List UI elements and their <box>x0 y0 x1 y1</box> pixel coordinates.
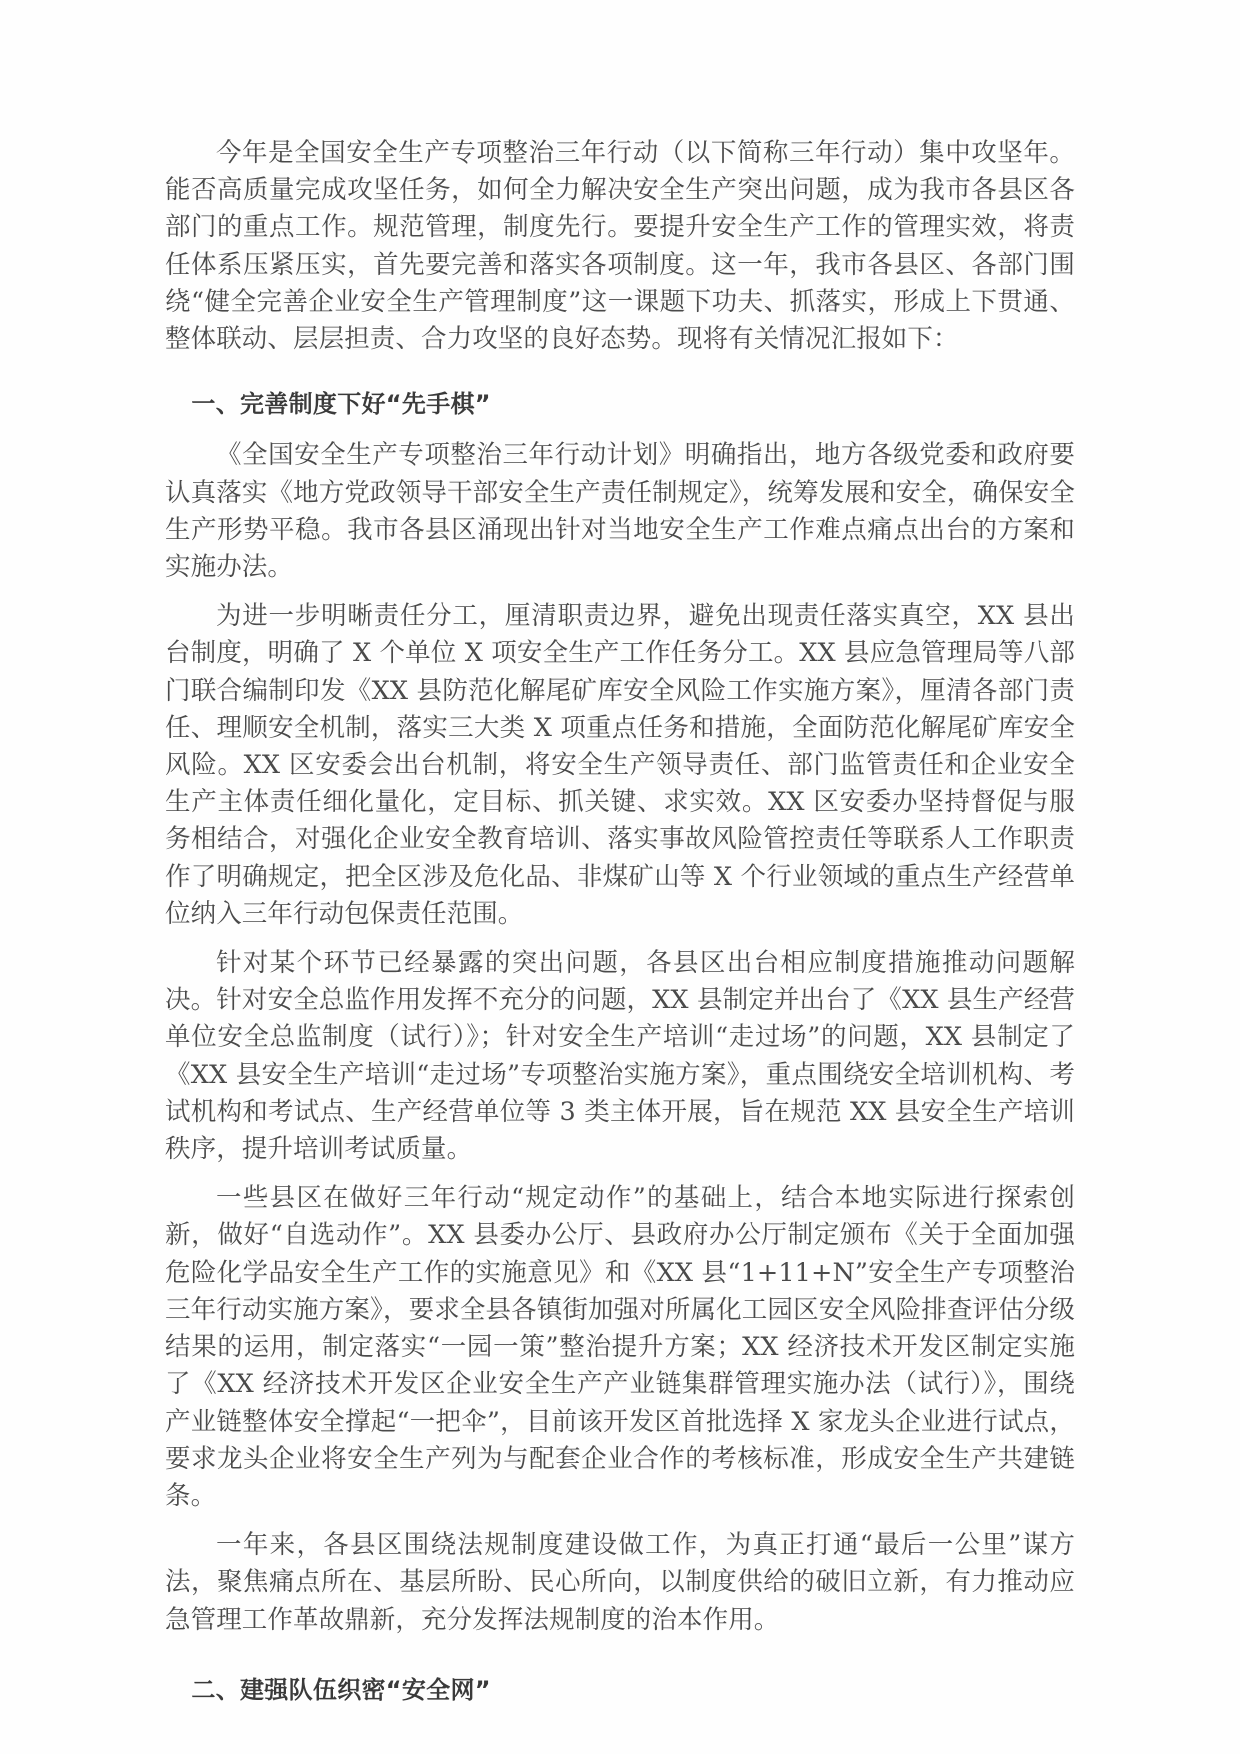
paragraph-intro: 今年是全国安全生产专项整治三年行动（以下简称三年行动）集中攻坚年。能否高质量完成攻坚任务，如何全力解决安全生产突出问题，成为我市各县区各部门的重点工作。规范管理，制度先行。要提升安全生产工作的管理实效，将责任体系压紧压实，首先要完善和落实各项制度。这一年，我市各县区、各部门围绕“健全完善企业安全生产管理制度”这一课题下功夫、抓落实，形成上下贯通、整体联动、层层担责、合力攻坚的良好态势。现将有关情况汇报如下： <box>165 138 1075 355</box>
paragraph-spacer <box>165 1642 1075 1656</box>
paragraph-section1-1: 《全国安全生产专项整治三年行动计划》明确指出，地方各级党委和政府要认真落实《地方党政领导干部安全生产责任制规定》，统筹发展和安全，确保安全生产形势平稳。我市各县区涌现出针对当地安全生产工作难点痛点出台的方案和实施办法。 <box>165 440 1075 583</box>
paragraph-section1-5: 一年来，各县区围绕法规制度建设做工作，为真正打通“最后一公里”谋方法，聚焦痛点所在、基层所盼、民心所向，以制度供给的破旧立新，有力推动应急管理工作革故鼎新，充分发挥法规制度的治本作用。 <box>165 1530 1075 1635</box>
document-body <box>165 135 1075 1723</box>
paragraph-spacer <box>165 589 1075 598</box>
section-heading-one: 一、完善制度下好“先手棋” <box>191 390 491 419</box>
paragraph-section1-3: 针对某个环节已经暴露的突出问题，各县区出台相应制度措施推动问题解决。针对安全总监作用发挥不充分的问题，XX 县制定并出台了《XX 县生产经营单位安全总监制度（试行）》；针对安全生产培训“走过场”的问题，XX 县制定了《XX 县安全生产培训“走过场”专项整治实施方案》，重点围绕安全培训机构、考试机构和考试点、生产经营单位等 3 类主体开展，旨在规范 XX 县安全生产培训秩序，提升培训考试质量。 <box>165 948 1075 1165</box>
paragraph-section1-4: 一些县区在做好三年行动“规定动作”的基础上，结合本地实际进行探索创新，做好“自选动作”。XX 县委办公厅、县政府办公厅制定颁布《关于全面加强危险化学品安全生产工作的实施意见》和《XX 县“1+11+N”安全生产专项整治三年行动实施方案》，要求全县各镇街加强对所属化工园区安全风险排查评估分级结果的运用，制定落实“一园一策”整治提升方案；XX 经济技术开发区制定实施了《XX 经济技术开发区企业安全生产产业链集群管理实施办法（试行）》，围绕产业链整体安全撑起“一把伞”，目前该开发区首批选择 X 家龙头企业进行试点，要求龙头企业将安全生产列为与配套企业合作的考核标准，形成安全生产共建链条。 <box>165 1183 1075 1511</box>
section-heading-two: 二、建强队伍织密“安全网” <box>191 1675 491 1704</box>
paragraph-spacer <box>165 936 1075 945</box>
paragraph-section1-2: 为进一步明晰责任分工，厘清职责边界，避免出现责任落实真空，XX 县出台制度，明确了 X 个单位 X 项安全生产工作任务分工。XX 县应急管理局等八部门联合编制印发《XX 县防范化解尾矿库安全风险工作实施方案》，厘清各部门责任、理顺安全机制，落实三大类 X 项重点任务和措施，全面防范化解尾矿库安全风险。XX 区安委会出台机制，将安全生产领导责任、部门监管责任和企业安全生产主体责任细化量化，定目标、抓关键、求实效。XX 区安委办坚持督促与服务相结合，对强化企业安全教育培训、落实事故风险管控责任等联系人工作职责作了明确规定，把全区涉及危化品、非煤矿山等 X 个行业领域的重点生产经营单位纳入三年行动包保责任范围。 <box>165 601 1075 929</box>
paragraph-spacer <box>165 1171 1075 1180</box>
paragraph-spacer <box>165 361 1075 370</box>
paragraph-spacer <box>165 1518 1075 1527</box>
